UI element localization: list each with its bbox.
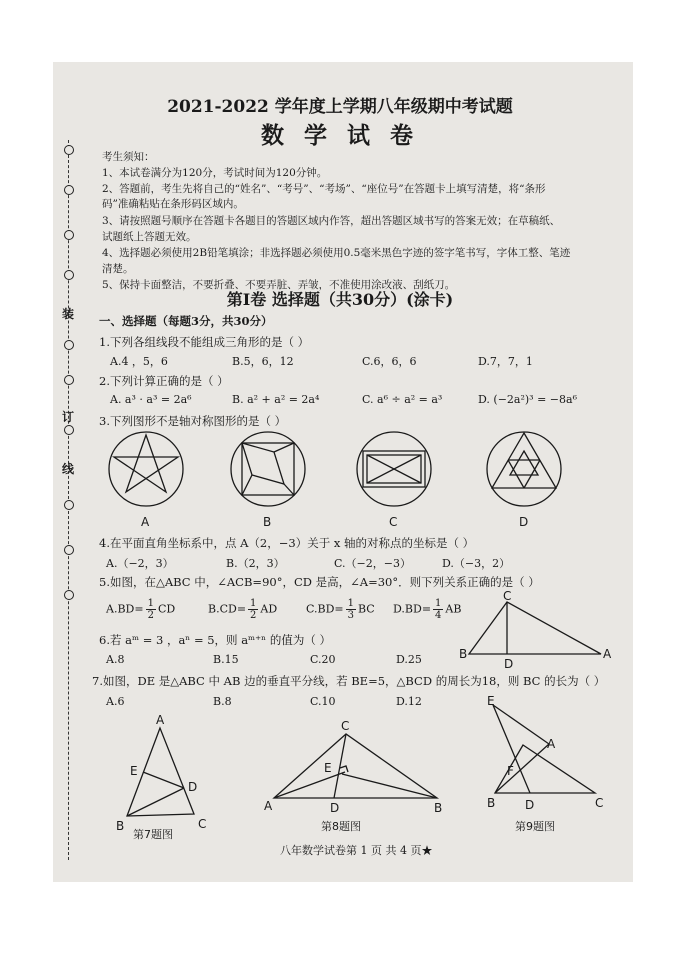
option-d: D.12 <box>396 695 422 708</box>
option-b: B.（2，3） <box>226 557 285 570</box>
binding-hole <box>64 375 74 385</box>
question-stem: 3.下列图形不是轴对称图形的是（ ） <box>99 414 287 428</box>
fig8-vertex-e: E <box>324 761 332 775</box>
notice-item: 3、请按照题号顺序在答题卡各题目的答题区域内作答，超出答题区域书写的答案无效；在草稿纸、 <box>102 215 561 227</box>
option-d-prefix: D.BD= <box>393 602 432 616</box>
option-c <box>306 598 375 621</box>
option-b-suffix: AD <box>260 602 278 616</box>
fig9-vertex-b: B <box>487 796 496 810</box>
fig7-vertex-c: C <box>198 817 207 831</box>
fig9-vertex-d: D <box>525 798 535 812</box>
exam-title: 2021-2022 学年度上学期八年级期中考试题 <box>167 97 513 117</box>
option-c-prefix: C.BD= <box>306 602 344 616</box>
notice-item: 5、保持卡面整洁，不要折叠、不要弄脏、弄皱，不准使用涂改液、刮纸刀。 <box>102 279 456 291</box>
fraction-numerator: 1 <box>147 598 154 609</box>
q3-label-d: D <box>519 515 529 529</box>
question-stem: 6.若 aᵐ = 3 ，aⁿ = 5，则 aᵐ⁺ⁿ 的值为（ ） <box>99 633 331 647</box>
option-c-suffix: BC <box>358 602 375 616</box>
option-a: A.6 <box>106 695 125 708</box>
option-b-prefix: B.CD= <box>208 602 247 616</box>
fraction <box>146 598 156 621</box>
notice-item: 码”准确粘贴在条形码区域内。 <box>102 198 244 210</box>
option-a: A.（−2，3） <box>106 557 174 570</box>
notice-item: 1、本试卷满分为120分，考试时间为120分钟。 <box>102 167 328 179</box>
fig8-vertex-b: B <box>434 801 443 815</box>
fig9-vertex-a: A <box>547 737 556 751</box>
fig7-vertex-e: E <box>130 764 138 778</box>
fig9-vertex-c: C <box>595 796 604 810</box>
question-stem: 4.在平面直角坐标系中，点 A（2，−3）关于 x 轴的对称点的坐标是（ ） <box>99 536 475 550</box>
notice-item: 试题纸上答题无效。 <box>102 231 197 243</box>
q3-label-c: C <box>389 515 398 529</box>
binding-label: 订 <box>62 410 75 424</box>
fraction-denominator: 4 <box>435 610 442 621</box>
fraction <box>346 598 356 621</box>
fraction-denominator: 2 <box>147 610 154 621</box>
fraction-numerator: 1 <box>250 598 257 609</box>
notice-item: 清楚。 <box>102 263 134 275</box>
option-a: A.8 <box>106 653 125 666</box>
q3-label-a: A <box>141 515 150 529</box>
q3-figure-d <box>486 430 566 530</box>
notice-item: 4、选择题必须使用2B铅笔填涂；非选择题必须使用0.5毫米黑色字迹的签字笔书写，字体工整、笔迹 <box>102 247 571 259</box>
q5-vertex-c: C <box>503 589 512 603</box>
fig8-vertex-c: C <box>341 719 350 733</box>
q3-label-b: B <box>263 515 272 529</box>
fig8-vertex-a: A <box>264 799 273 813</box>
option-d-suffix: AB <box>445 602 462 616</box>
question-stem: 5.如图，在△ABC 中，∠ACB=90°，CD 是高，∠A=30°．则下列关系正确的是（ ） <box>99 575 540 589</box>
figure-9 <box>483 695 618 815</box>
option-b: B.8 <box>213 695 232 708</box>
fig9-vertex-f: F <box>507 764 514 778</box>
q5-vertex-b: B <box>459 647 468 661</box>
binding-hole <box>64 500 74 510</box>
fraction-denominator: 3 <box>347 610 355 621</box>
q3-figure-b <box>230 430 310 530</box>
q3-figure-c <box>355 430 435 530</box>
figure-7-caption: 第7题图 <box>133 828 173 841</box>
option-a: A. a³ · a³ = 2a⁶ <box>110 393 192 406</box>
fig8-vertex-d: D <box>330 801 340 815</box>
option-c: C.10 <box>310 695 336 708</box>
option-a-prefix: A.BD= <box>106 602 144 616</box>
option-d: D. (−2a²)³ = −8a⁶ <box>478 393 577 406</box>
exam-subtitle: 数 学 试 卷 <box>260 122 420 149</box>
part-heading: 一、选择题（每题3分，共30分） <box>99 314 273 328</box>
q5-vertex-d: D <box>504 657 514 671</box>
option-a-suffix: CD <box>157 602 176 616</box>
option-b <box>208 598 277 621</box>
option-a <box>106 598 175 621</box>
question-stem: 2.下列计算正确的是（ ） <box>99 374 229 388</box>
q5-vertex-a: A <box>603 647 612 661</box>
fig7-vertex-d: D <box>188 780 198 794</box>
figure-9-caption: 第9题图 <box>515 820 555 833</box>
option-b: B. a² + a² = 2a⁴ <box>232 393 320 406</box>
notice-heading: 考生须知： <box>102 151 155 163</box>
figure-8 <box>262 712 457 822</box>
fig9-vertex-e: E <box>487 694 495 708</box>
fig7-vertex-b: B <box>116 819 125 833</box>
binding-hole <box>64 230 74 240</box>
binding-hole <box>64 270 74 280</box>
binding-label: 线 <box>62 462 75 476</box>
question-stem: 7.如图，DE 是△ABC 中 AB 边的垂直平分线，若 BE=5，△BCD 的周长为18，则 BC 的长为（ ） <box>92 674 606 688</box>
option-d: D.25 <box>396 653 422 666</box>
notice-item: 2、答题前，考生先将自己的“姓名”、“考号”、“考场”、“座位号”在答题卡上填写清楚，将“条形 <box>102 183 546 195</box>
option-d: D.7，7，1 <box>478 355 533 368</box>
option-c: C.（−2，−3） <box>334 557 411 570</box>
binding-hole <box>64 340 74 350</box>
section-title: 第Ⅰ卷 选择题（共30分）(涂卡) <box>226 290 454 309</box>
option-b: B.15 <box>213 653 239 666</box>
option-d <box>393 598 461 621</box>
page-footer: 八年数学试卷第 1 页 共 4 页★ <box>280 844 433 857</box>
fraction-denominator: 2 <box>250 610 257 621</box>
fraction <box>248 598 258 621</box>
option-c: C. a⁶ ÷ a² = a³ <box>362 393 443 406</box>
option-c: C.20 <box>310 653 336 666</box>
q5-figure <box>455 590 615 670</box>
fig7-vertex-a: A <box>156 713 165 727</box>
fraction-numerator: 1 <box>347 598 355 609</box>
option-d: D.（−3，2） <box>442 557 511 570</box>
binding-hole <box>64 425 74 435</box>
q3-figure-a <box>108 430 188 530</box>
option-b: B.5，6，12 <box>232 355 294 368</box>
binding-hole <box>64 145 74 155</box>
fraction <box>433 598 443 621</box>
option-a: A.4 ，5，6 <box>110 355 168 368</box>
binding-hole <box>64 545 74 555</box>
option-c: C.6，6，6 <box>362 355 417 368</box>
fraction-numerator: 1 <box>435 598 442 609</box>
binding-label: 装 <box>62 307 75 321</box>
binding-hole <box>64 590 74 600</box>
figure-7 <box>112 712 217 842</box>
question-stem: 1.下列各组线段不能组成三角形的是（ ） <box>99 335 310 349</box>
figure-8-caption: 第8题图 <box>321 820 361 833</box>
binding-hole <box>64 185 74 195</box>
